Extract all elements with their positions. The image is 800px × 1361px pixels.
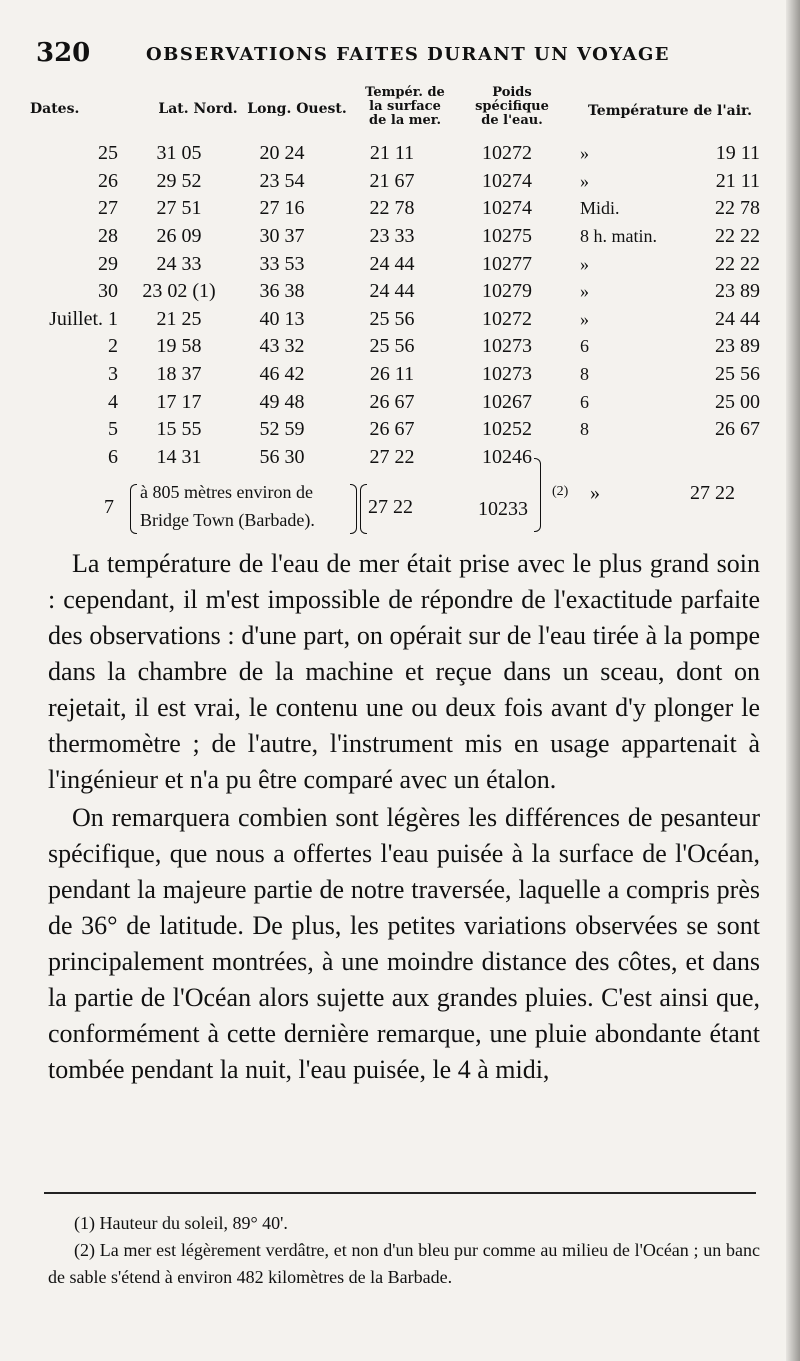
running-head [36, 38, 756, 74]
paragraph: On remarquera combien sont légères les différences de pesanteur spécifique, que nous a offertes l'eau puisée à la surface de l'Océan, pendant la majeure partie de notre traversée, laquelle a compris près de 36° de latitude. De plus, les petites variations observées se sont principalement montrées, à une moindre distance des côtes, et dans la partie de l'Océan alors sujette aux grandes pluies. C'est ainsi que, conformément à cette dernière remarque, une pluie abondante étant tombée pendant la nuit, l'eau puisée, le 4 à midi, [48, 803, 760, 1084]
cell-lat: 14 31 [156, 445, 202, 468]
cell-temp: 24 44 [369, 252, 415, 275]
cell-note: 8 [580, 364, 589, 385]
table-row [22, 278, 760, 306]
cell-location-line2: Bridge Town (Barbade). [140, 510, 315, 530]
header-temp-line1: Tempér. de [365, 85, 445, 100]
cell-lat: 29 52 [156, 169, 202, 192]
cell-air: 24 44 [715, 307, 760, 330]
cell-long: 40 13 [259, 307, 305, 330]
cell-note: » [580, 143, 589, 164]
cell-date: 28 [98, 225, 118, 248]
cell-lat: 17 17 [156, 390, 202, 413]
cell-air: 19 11 [715, 142, 760, 165]
cell-temp: 25 56 [369, 307, 415, 330]
cell-date: Juillet. 1 [49, 307, 118, 330]
cell-date: 2 [108, 335, 118, 358]
cell-poids: 10274 [482, 169, 532, 192]
cell-long: 56 30 [259, 445, 305, 468]
cell-temp: 26 67 [369, 390, 415, 413]
header-poids-line2: spécifique [475, 99, 549, 114]
cell-lat: 23 02 (1) [142, 280, 216, 303]
cell-poids: 10274 [482, 197, 532, 220]
header-temp [350, 86, 460, 128]
cell-footnote-ref: (2) [552, 484, 569, 499]
cell-note: » [580, 253, 589, 274]
cell-air: 23 89 [715, 280, 760, 303]
header-poids [462, 86, 562, 128]
cell-temp: 27 22 [369, 445, 415, 468]
cell-date: 27 [98, 197, 118, 220]
cell-date: 29 [98, 252, 118, 275]
cell-air: 23 89 [715, 335, 760, 358]
header-temp-line2: la surface [369, 99, 441, 114]
cell-air: 21 11 [715, 169, 760, 192]
cell-air: 25 56 [715, 363, 760, 386]
cell-long: 52 59 [259, 418, 305, 441]
cell-date: 25 [98, 142, 118, 165]
table-row [22, 250, 760, 278]
table-row [22, 388, 760, 416]
temp-brace [360, 484, 367, 534]
paragraph: La température de l'eau de mer était prise avec le plus grand soin : cependant, il m'est impossible de répondre de l'exactitude parfaite des observations : d'une part, on opérait sur de l'eau tirée à la pompe dans la chambre de la machine et reçue dans un sceau, dont on rejetait, il est vrai, le contenu une ou deux fois avant d'y plonger le thermomètre ; de l'autre, l'instrument mis en usage appartenait à l'ingénieur et n'a pu être comparé avec un étalon. [48, 549, 760, 794]
cell-air: 26 67 [715, 418, 760, 441]
cell-poids: 10246 [482, 445, 532, 468]
table-row [22, 416, 760, 444]
body-text [48, 546, 760, 1088]
cell-note: Midi. [580, 198, 620, 219]
cell-temp: 23 33 [369, 225, 415, 248]
cell-date: 26 [98, 169, 118, 192]
cell-note: 8 [580, 419, 589, 440]
cell-note: 6 [580, 391, 589, 412]
cell-date: 7 [104, 496, 114, 518]
cell-note: 6 [580, 336, 589, 357]
cell-date: 5 [108, 418, 118, 441]
cell-temp: 25 56 [369, 335, 415, 358]
cell-lat: 21 25 [156, 307, 202, 330]
cell-lat: 19 58 [156, 335, 202, 358]
cell-air: 27 22 [690, 482, 735, 504]
cell-air: 22 22 [715, 225, 760, 248]
cell-poids: 10267 [482, 390, 532, 413]
cell-long: 33 53 [259, 252, 305, 275]
cell-temp: 24 44 [369, 280, 415, 303]
footnotes [48, 1210, 760, 1291]
cell-note: 8 h. matin. [580, 226, 657, 247]
cell-long: 20 24 [259, 142, 305, 165]
table-row [22, 140, 760, 168]
cell-temp: 21 11 [369, 142, 415, 165]
cell-date: 6 [108, 445, 118, 468]
cell-date: 30 [98, 280, 118, 303]
cell-lat: 31 05 [156, 142, 202, 165]
cell-poids: 10279 [482, 280, 532, 303]
cell-date: 4 [108, 390, 118, 413]
right-brace [350, 484, 357, 534]
cell-temp: 26 11 [369, 363, 415, 386]
header-poids-line3: de l'eau. [481, 113, 543, 128]
cell-long: 49 48 [259, 390, 305, 413]
header-poids-line1: Poids [492, 85, 532, 100]
left-brace [130, 484, 137, 534]
table-row [22, 195, 760, 223]
cell-poids: 10275 [482, 225, 532, 248]
cell-note [566, 444, 680, 472]
cell-date: 3 [108, 363, 118, 386]
header-long: Long. Ouest. [247, 101, 347, 117]
header-dates: Dates. [30, 101, 80, 117]
cell-lat: 26 09 [156, 225, 202, 248]
table-row [22, 361, 760, 389]
cell-air: 22 78 [715, 197, 760, 220]
table-row-last [22, 480, 762, 540]
cell-temp: 22 78 [369, 197, 415, 220]
cell-poids: 10273 [482, 363, 532, 386]
cell-poids: 10277 [482, 252, 532, 275]
footnote-rule [44, 1192, 756, 1194]
cell-lat: 27 51 [156, 197, 202, 220]
cell-poids: 10252 [482, 418, 532, 441]
cell-poids: 10233 [478, 498, 528, 520]
cell-note: » [580, 308, 589, 329]
table-row [22, 444, 760, 472]
page-gutter-shadow [786, 0, 800, 1361]
cell-note: » [580, 281, 589, 302]
cell-long: 23 54 [259, 169, 305, 192]
cell-poids: 10272 [482, 142, 532, 165]
cell-location-line1: à 805 mètres environ de [140, 482, 313, 502]
cell-long: 46 42 [259, 363, 305, 386]
table-row [22, 306, 760, 334]
table-row [22, 333, 760, 361]
page-number: 320 [36, 38, 91, 68]
cell-note: » [590, 482, 600, 504]
cell-poids: 10273 [482, 335, 532, 358]
cell-temp: 26 67 [369, 418, 415, 441]
footnote: (1) Hauteur du soleil, 89° 40'. [74, 1213, 288, 1233]
cell-long: 43 32 [259, 335, 305, 358]
footnote: (2) La mer est légèrement verdâtre, et non d'un bleu pur comme au milieu de l'Océan ; un banc de sable s'étend à environ 482 kilomètres de la Barbade. [48, 1240, 760, 1287]
cell-lat: 24 33 [156, 252, 202, 275]
cell-long: 30 37 [259, 225, 305, 248]
cell-lat: 15 55 [156, 418, 202, 441]
cell-poids: 10272 [482, 307, 532, 330]
header-lat: Lat. Nord. [158, 101, 238, 117]
cell-air [680, 444, 760, 472]
header-air: Température de l'air. [587, 103, 752, 119]
observations-table [22, 140, 760, 471]
cell-note: » [580, 170, 589, 191]
cell-air: 25 00 [715, 390, 760, 413]
cell-long: 36 38 [259, 280, 305, 303]
running-title: OBSERVATIONS FAITES DURANT UN VOYAGE [146, 44, 671, 65]
cell-lat: 18 37 [156, 363, 202, 386]
cell-air: 22 22 [715, 252, 760, 275]
cell-long: 27 16 [259, 197, 305, 220]
table-row [22, 168, 760, 196]
header-temp-line3: de la mer. [369, 113, 441, 128]
cell-temp: 21 67 [369, 169, 415, 192]
poids-brace [534, 458, 541, 532]
cell-temp: 27 22 [368, 496, 413, 518]
table-row [22, 223, 760, 251]
